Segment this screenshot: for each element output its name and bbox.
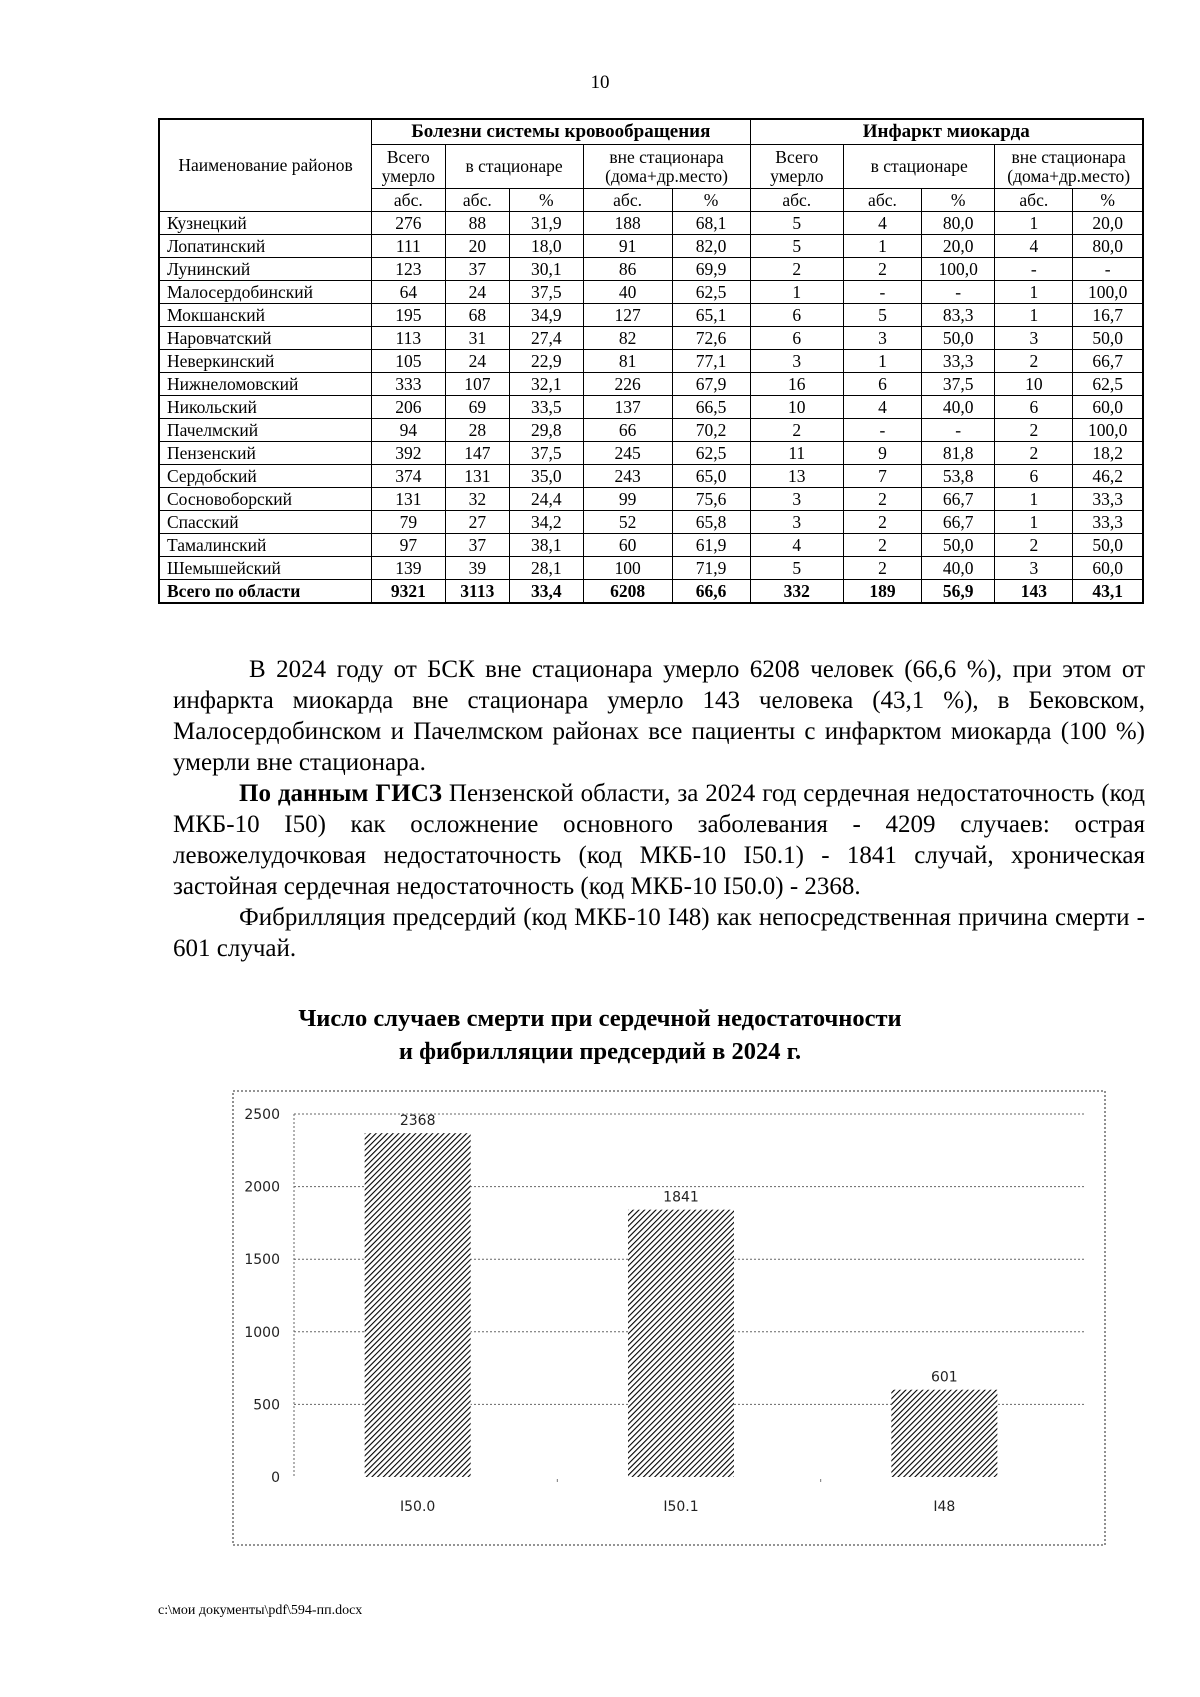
- table-cell: 61,9: [672, 534, 750, 557]
- bar-chart: [232, 1090, 1106, 1546]
- table-cell: 5: [750, 557, 844, 580]
- table-cell: 82: [583, 327, 672, 350]
- bar-i50-1: [628, 1210, 734, 1477]
- group-header-bsk: Болезни системы кровообращения: [372, 119, 750, 145]
- table-cell: 66,7: [921, 511, 994, 534]
- x-category-label: I50.1: [663, 1499, 699, 1515]
- table-row: [159, 327, 1143, 350]
- table-cell: 5: [750, 235, 844, 258]
- table-cell: 392: [372, 442, 445, 465]
- table-cell: 6: [995, 396, 1073, 419]
- header-mi-outside: вне стационара (дома+др.место): [995, 145, 1143, 189]
- table-cell: 62,5: [1073, 373, 1143, 396]
- table-cell: 10: [995, 373, 1073, 396]
- table-cell: 69,9: [672, 258, 750, 281]
- table-cell: 105: [372, 350, 445, 373]
- table-cell: 39: [445, 557, 510, 580]
- table-row-total: [159, 580, 1143, 604]
- table-cell: 27: [445, 511, 510, 534]
- paragraph-bsk-outside: В 2024 году от БСК вне стационара умерло 6208 человек (66,6 %), при этом от инфаркта миокарда вне стационара умерло 143 человека (43,1 %), в Бековском, Малосердобинском и Пачелмском районах все пациенты с инфарктом миокарда (100 %) умерли вне стационара.: [173, 656, 1145, 776]
- table-cell: 52: [583, 511, 672, 534]
- table-row: [159, 557, 1143, 580]
- table-cell: 70,2: [672, 419, 750, 442]
- table-cell: 18,0: [510, 235, 583, 258]
- table-cell: 60,0: [1073, 396, 1143, 419]
- table-cell: 5: [750, 212, 844, 235]
- table-cell: 5: [844, 304, 922, 327]
- table-cell: 50,0: [921, 327, 994, 350]
- table-row: [159, 373, 1143, 396]
- body-text: [173, 654, 1145, 964]
- table-cell: 3: [995, 327, 1073, 350]
- table-cell: 80,0: [921, 212, 994, 235]
- table-cell: 20,0: [921, 235, 994, 258]
- table-row: [159, 212, 1143, 235]
- table-cell: 245: [583, 442, 672, 465]
- y-tick-label: 1000: [244, 1324, 280, 1341]
- table-cell: 143: [995, 580, 1073, 604]
- table-cell: 33,3: [921, 350, 994, 373]
- header-bsk-outside: вне стационара (дома+др.место): [583, 145, 750, 189]
- unit-pct: %: [1073, 189, 1143, 212]
- group-header-mi: Инфаркт миокарда: [750, 119, 1143, 145]
- table-cell: 79: [372, 511, 445, 534]
- table-cell: 34,2: [510, 511, 583, 534]
- table-cell: 60: [583, 534, 672, 557]
- table-cell: 33,4: [510, 580, 583, 604]
- table-cell: 6: [750, 327, 844, 350]
- table-cell: 66: [583, 419, 672, 442]
- table-cell: 77,1: [672, 350, 750, 373]
- table-cell: 6208: [583, 580, 672, 604]
- header-bsk-total: Всего умерло: [372, 145, 445, 189]
- table-cell: 37,5: [921, 373, 994, 396]
- table-cell: 1: [995, 488, 1073, 511]
- table-cell: 3: [844, 327, 922, 350]
- table-cell: 81,8: [921, 442, 994, 465]
- table-cell: 147: [445, 442, 510, 465]
- table-cell: 99: [583, 488, 672, 511]
- table-cell: 69: [445, 396, 510, 419]
- unit-pct: %: [921, 189, 994, 212]
- unit-pct: %: [510, 189, 583, 212]
- table-cell: 43,1: [1073, 580, 1143, 604]
- unit-abs: абс.: [445, 189, 510, 212]
- table-row: [159, 442, 1143, 465]
- table-cell: 81: [583, 350, 672, 373]
- table-cell: 65,0: [672, 465, 750, 488]
- table-cell: 34,9: [510, 304, 583, 327]
- table-row: [159, 488, 1143, 511]
- bar-i48: [891, 1390, 997, 1477]
- column-header-district: Наименование районов: [159, 119, 372, 212]
- table-cell: 53,8: [921, 465, 994, 488]
- table-cell: 2: [844, 557, 922, 580]
- table-cell: 11: [750, 442, 844, 465]
- table-cell: 66,6: [672, 580, 750, 604]
- chart-title-line-1: Число случаев смерти при сердечной недостаточности: [298, 1005, 902, 1032]
- table-row: [159, 396, 1143, 419]
- district-name: Всего по области: [159, 580, 372, 604]
- chart-title-line-2: и фибрилляции предсердий в 2024 г.: [398, 1038, 802, 1065]
- table-cell: 27,4: [510, 327, 583, 350]
- unit-abs: абс.: [372, 189, 445, 212]
- table-cell: 37,5: [510, 281, 583, 304]
- table-cell: 20,0: [1073, 212, 1143, 235]
- header-bsk-hospital: в стационаре: [445, 145, 583, 189]
- table-cell: 22,9: [510, 350, 583, 373]
- unit-abs: абс.: [750, 189, 844, 212]
- table-cell: 2: [750, 258, 844, 281]
- table-cell: 72,6: [672, 327, 750, 350]
- table-cell: 226: [583, 373, 672, 396]
- table-cell: 40: [583, 281, 672, 304]
- paragraph-fibrillation: Фибрилляция предсердий (код МКБ-10 I48) как непосредственная причина смерти - 601 случай.: [173, 904, 1145, 962]
- table-cell: 66,7: [1073, 350, 1143, 373]
- table-cell: 64: [372, 281, 445, 304]
- table-cell: 6: [995, 465, 1073, 488]
- page-number: 10: [590, 72, 610, 93]
- x-category-label: I48: [933, 1499, 956, 1515]
- table-cell: 28: [445, 419, 510, 442]
- district-name: Пачелмский: [159, 419, 372, 442]
- table-cell: 6: [844, 373, 922, 396]
- table-cell: 100,0: [921, 258, 994, 281]
- table-cell: 66,7: [921, 488, 994, 511]
- table-cell: 123: [372, 258, 445, 281]
- table-cell: 374: [372, 465, 445, 488]
- bar-i50-0: [365, 1133, 471, 1477]
- table-cell: 16,7: [1073, 304, 1143, 327]
- table-cell: 2: [844, 488, 922, 511]
- bar-value-label: 2368: [399, 1113, 436, 1130]
- y-tick-label: 1500: [244, 1252, 280, 1269]
- table-cell: 13: [750, 465, 844, 488]
- district-name: Малосердобинский: [159, 281, 372, 304]
- table-cell: 32,1: [510, 373, 583, 396]
- table-cell: 2: [750, 419, 844, 442]
- district-name: Пензенский: [159, 442, 372, 465]
- y-tick-label: 2000: [244, 1179, 280, 1196]
- district-name: Сердобский: [159, 465, 372, 488]
- table-cell: 20: [445, 235, 510, 258]
- table-cell: 28,1: [510, 557, 583, 580]
- header-mi-hospital: в стационаре: [844, 145, 995, 189]
- table-cell: 67,9: [672, 373, 750, 396]
- table-cell: 62,5: [672, 442, 750, 465]
- chart-title: [0, 1002, 1200, 1068]
- table-cell: 80,0: [1073, 235, 1143, 258]
- table-cell: 195: [372, 304, 445, 327]
- table-cell: 88: [445, 212, 510, 235]
- table-cell: 2: [995, 419, 1073, 442]
- district-name: Наровчатский: [159, 327, 372, 350]
- table-cell: 100,0: [1073, 281, 1143, 304]
- table-row: [159, 511, 1143, 534]
- table-cell: 100: [583, 557, 672, 580]
- table-cell: 62,5: [672, 281, 750, 304]
- table-cell: 1: [995, 212, 1073, 235]
- table-cell: 4: [750, 534, 844, 557]
- table-cell: 332: [750, 580, 844, 604]
- header-mi-total: Всего умерло: [750, 145, 844, 189]
- table-cell: 31,9: [510, 212, 583, 235]
- table-cell: 37: [445, 534, 510, 557]
- table-cell: 71,9: [672, 557, 750, 580]
- table-cell: 3: [750, 350, 844, 373]
- table-cell: 37,5: [510, 442, 583, 465]
- y-tick-label: 500: [253, 1397, 280, 1414]
- table-cell: 189: [844, 580, 922, 604]
- unit-abs: абс.: [583, 189, 672, 212]
- table-cell: 66,5: [672, 396, 750, 419]
- table-cell: 276: [372, 212, 445, 235]
- table-cell: 100,0: [1073, 419, 1143, 442]
- table-cell: 65,8: [672, 511, 750, 534]
- table-cell: 16: [750, 373, 844, 396]
- table-row: [159, 235, 1143, 258]
- table-cell: 2: [844, 534, 922, 557]
- district-name: Тамалинский: [159, 534, 372, 557]
- table-cell: 139: [372, 557, 445, 580]
- table-cell: 9321: [372, 580, 445, 604]
- unit-pct: %: [672, 189, 750, 212]
- table-cell: 50,0: [1073, 327, 1143, 350]
- table-cell: 4: [844, 396, 922, 419]
- table-cell: 4: [844, 212, 922, 235]
- table-cell: 82,0: [672, 235, 750, 258]
- table-cell: 2: [995, 442, 1073, 465]
- table-cell: 38,1: [510, 534, 583, 557]
- mortality-table: [158, 118, 1144, 604]
- table-cell: 111: [372, 235, 445, 258]
- table-cell: 3: [995, 557, 1073, 580]
- table-cell: 1: [995, 304, 1073, 327]
- district-name: Никольский: [159, 396, 372, 419]
- table-cell: 1: [844, 350, 922, 373]
- table-cell: 4: [995, 235, 1073, 258]
- table-cell: 1: [995, 281, 1073, 304]
- table-cell: 24: [445, 350, 510, 373]
- bold-lead: По данным ГИСЗ: [239, 780, 442, 807]
- y-tick-label: 2500: [244, 1107, 280, 1123]
- table-cell: -: [844, 419, 922, 442]
- bar-value-label: 1841: [663, 1189, 699, 1206]
- table-cell: 2: [844, 511, 922, 534]
- table-cell: -: [995, 258, 1073, 281]
- district-name: Неверкинский: [159, 350, 372, 373]
- table-cell: 46,2: [1073, 465, 1143, 488]
- table-cell: 29,8: [510, 419, 583, 442]
- district-name: Сосновоборский: [159, 488, 372, 511]
- table-cell: 9: [844, 442, 922, 465]
- table-cell: -: [1073, 258, 1143, 281]
- table-cell: 40,0: [921, 396, 994, 419]
- table-cell: 1: [844, 235, 922, 258]
- table-cell: 3113: [445, 580, 510, 604]
- footer-file-path: c:\мои документы\pdf\594-пп.docx: [158, 1603, 363, 1618]
- district-name: Спасский: [159, 511, 372, 534]
- table-cell: 113: [372, 327, 445, 350]
- table-cell: 31: [445, 327, 510, 350]
- table-cell: 131: [445, 465, 510, 488]
- table-cell: 35,0: [510, 465, 583, 488]
- district-name: Шемышейский: [159, 557, 372, 580]
- table-cell: 3: [750, 511, 844, 534]
- table-cell: 131: [372, 488, 445, 511]
- table-row: [159, 304, 1143, 327]
- table-cell: 50,0: [921, 534, 994, 557]
- table-row: [159, 258, 1143, 281]
- table-cell: 137: [583, 396, 672, 419]
- table-cell: 2: [995, 534, 1073, 557]
- table-cell: 107: [445, 373, 510, 396]
- table-cell: 1: [995, 511, 1073, 534]
- table-row: [159, 534, 1143, 557]
- table-cell: -: [921, 281, 994, 304]
- table-cell: 60,0: [1073, 557, 1143, 580]
- district-name: Нижнеломовский: [159, 373, 372, 396]
- table-cell: 243: [583, 465, 672, 488]
- table-cell: 97: [372, 534, 445, 557]
- table-cell: 83,3: [921, 304, 994, 327]
- y-tick-label: 0: [271, 1470, 280, 1486]
- paragraph-heart-failure: [173, 778, 1145, 902]
- x-category-label: I50.0: [400, 1499, 436, 1515]
- table-cell: 1: [750, 281, 844, 304]
- table-cell: 68: [445, 304, 510, 327]
- bar-value-label: 601: [930, 1369, 958, 1386]
- table-cell: 206: [372, 396, 445, 419]
- table-cell: 3: [750, 488, 844, 511]
- district-name: Лопатинский: [159, 235, 372, 258]
- district-name: Лунинский: [159, 258, 372, 281]
- table-cell: 2: [995, 350, 1073, 373]
- table-row: [159, 350, 1143, 373]
- table-cell: 10: [750, 396, 844, 419]
- table-cell: 127: [583, 304, 672, 327]
- table-cell: 40,0: [921, 557, 994, 580]
- table-row: [159, 281, 1143, 304]
- table-cell: 2: [844, 258, 922, 281]
- table-cell: 6: [750, 304, 844, 327]
- table-cell: 75,6: [672, 488, 750, 511]
- district-name: Мокшанский: [159, 304, 372, 327]
- bar-chart-svg: [232, 1090, 1106, 1546]
- table-cell: -: [844, 281, 922, 304]
- unit-abs: абс.: [844, 189, 922, 212]
- table-cell: 56,9: [921, 580, 994, 604]
- paragraph-rest: Пензенской области, за 2024 год сердечная недостаточность (код МКБ-10 I50) как осложнение основного заболевания - 4209 случаев: острая левожелудочковая недостаточность (код МКБ-10 I50.1) - 1841 случай, хроническая застойная сердечная недостаточность (код МКБ-10 I50.0) - 2368.: [173, 780, 1145, 900]
- table-cell: 94: [372, 419, 445, 442]
- table-cell: -: [921, 419, 994, 442]
- unit-abs: абс.: [995, 189, 1073, 212]
- table-row: [159, 419, 1143, 442]
- table-cell: 86: [583, 258, 672, 281]
- table-cell: 33,5: [510, 396, 583, 419]
- table-cell: 50,0: [1073, 534, 1143, 557]
- district-name: Кузнецкий: [159, 212, 372, 235]
- table-cell: 33,3: [1073, 511, 1143, 534]
- table-cell: 333: [372, 373, 445, 396]
- table-cell: 24,4: [510, 488, 583, 511]
- table-cell: 32: [445, 488, 510, 511]
- table-cell: 65,1: [672, 304, 750, 327]
- table-cell: 188: [583, 212, 672, 235]
- table-cell: 68,1: [672, 212, 750, 235]
- table-body: [159, 212, 1143, 604]
- table-cell: 18,2: [1073, 442, 1143, 465]
- table-cell: 30,1: [510, 258, 583, 281]
- table-cell: 33,3: [1073, 488, 1143, 511]
- table-row: [159, 465, 1143, 488]
- table-cell: 24: [445, 281, 510, 304]
- table-cell: 37: [445, 258, 510, 281]
- table-cell: 91: [583, 235, 672, 258]
- table-cell: 7: [844, 465, 922, 488]
